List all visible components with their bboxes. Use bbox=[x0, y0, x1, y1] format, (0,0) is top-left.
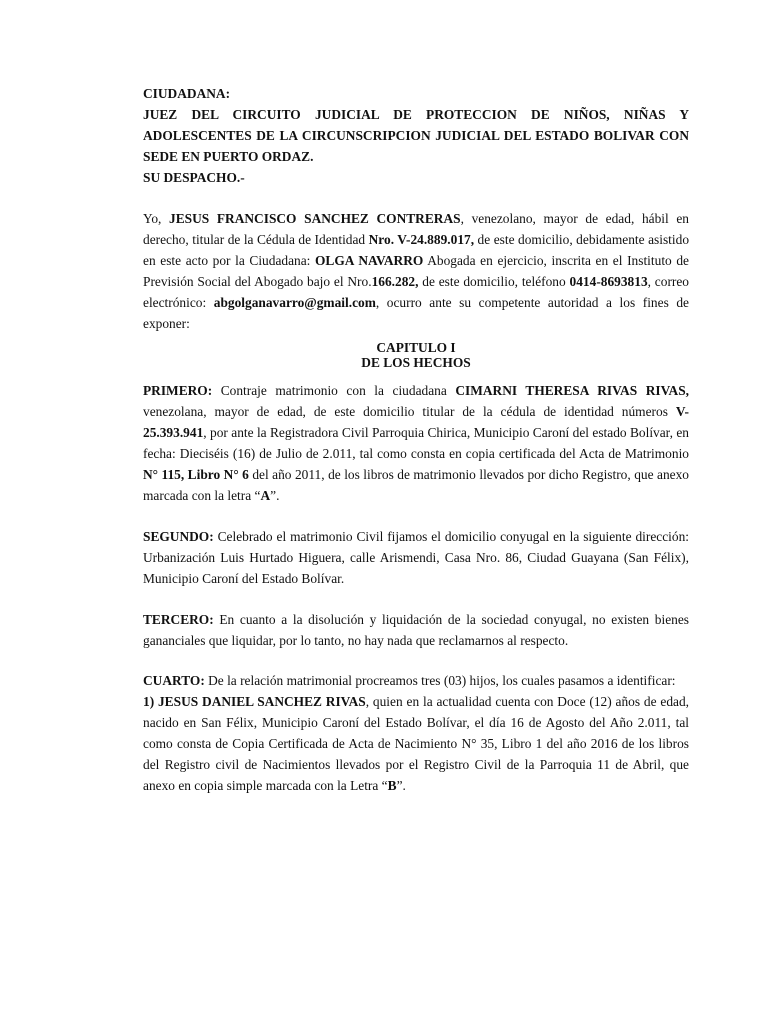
intro-text-run: 0414-8693813 bbox=[569, 273, 648, 289]
hijo1-text-run: ”. bbox=[396, 777, 406, 793]
intro-text-run: Nro. V-24.889.017, bbox=[368, 231, 475, 247]
primero-text-run: A bbox=[260, 487, 271, 503]
document-heading bbox=[143, 83, 689, 188]
su-despacho: SU DESPACHO.- bbox=[143, 170, 245, 185]
intro-text-run: OLGA NAVARRO bbox=[315, 252, 424, 268]
primero-text-run: Contraje matrimonio con la ciudadana bbox=[212, 383, 456, 399]
hijo1-text-run: B bbox=[387, 777, 397, 793]
intro-text-run: Yo, bbox=[143, 211, 170, 226]
intro-text-run: , ocurro ante su competente autoridad a los fines de exponer: bbox=[143, 294, 689, 331]
addressee-salutation: CIUDADANA: bbox=[143, 86, 231, 101]
segundo-text-run: Celebrado el matrimonio Civil fijamos el domicilio conyugal en la siguiente dirección: Urbanización Luis Hurtado Higuera, calle Arismendi, Casa Nro. 86, Ciudad Guayana (San Félix), Municipio Caroní del Estado Bolívar. bbox=[143, 528, 689, 586]
intro-text-run: , venezolano, mayor de edad, hábil en derecho, titular de la Cédula de Identidad bbox=[143, 211, 689, 247]
intro-paragraph bbox=[143, 209, 689, 334]
chapter-title: DE LOS HECHOS bbox=[361, 355, 471, 371]
primero-text-run: V- 25.393.941 bbox=[143, 404, 689, 441]
chapter-number: CAPITULO I bbox=[376, 340, 456, 356]
cuarto-text-run: CUARTO: bbox=[143, 673, 205, 689]
primero-text-run: ”. bbox=[270, 487, 280, 503]
hijo1-text-run: 1) JESUS DANIEL SANCHEZ RIVAS bbox=[143, 694, 366, 710]
primero-text-run: venezolana, mayor de edad, de este domicilio titular de la cédula de identidad números bbox=[143, 404, 676, 420]
primero-text-run: CIMARNI THERESA RIVAS RIVAS, bbox=[455, 383, 689, 399]
tercero-paragraph bbox=[143, 610, 689, 652]
primero-text-run: N° 115, Libro N° 6 bbox=[143, 467, 249, 483]
hijo1-text-run: , quien en la actualidad cuenta con Doce (12) años de edad, nacido en San Félix, Municipio Caroní del Estado Bolívar, el día 16 de Agosto del Año 2.011, tal como consta de Copia Certificada de Acta de Nacimiento N° 35, Libro 1 del año 2016 de los libros del Registro civil de Nacimientos llevados por el Registro Civil de la Parroquia 11 de Abril, que anexo en copia simple marcada con la Letra “ bbox=[143, 694, 690, 793]
tercero-text-run: TERCERO: bbox=[143, 611, 214, 627]
court-name: JUEZ DEL CIRCUITO JUDICIAL DE PROTECCION DE NIÑOS, NIÑAS Y ADOLESCENTES DE LA CIRCUNSCRIPCION JUDICIAL DEL ESTADO BOLIVAR CON SEDE EN PUERTO ORDAZ. bbox=[143, 107, 689, 164]
document-page bbox=[143, 83, 689, 797]
intro-text-run: Abogada en ejercicio, inscrita en el Instituto de Previsión Social del Abogado bajo el Nro. bbox=[143, 252, 690, 289]
tercero-text-run: En cuanto a la disolución y liquidación de la sociedad conyugal, no existen bienes gananciales que liquidar, por lo tanto, no hay nada que reclamarnos al respecto. bbox=[143, 611, 689, 648]
primero-text-run: , por ante la Registradora Civil Parroquia Chirica, Municipio Caroní del estado Bolívar, en fecha: Dieciséis (16) de Julio de 2.011, tal como consta en copia certificada del Acta de Matrimonio bbox=[143, 425, 689, 462]
intro-text-run: , correo electrónico: bbox=[143, 273, 689, 310]
primero-text-run: del año 2011, de los libros de matrimonio llevados por dicho Registro, que anexo marcada con la letra “ bbox=[143, 467, 689, 503]
segundo-text-run: SEGUNDO: bbox=[143, 528, 214, 544]
intro-text-run: 166.282, bbox=[371, 273, 419, 289]
intro-text-run: de este domicilio, debidamente asistido en este acto por la Ciudadana: bbox=[143, 231, 690, 268]
primero-text-run: PRIMERO: bbox=[143, 383, 213, 399]
cuarto-text-run: De la relación matrimonial procreamos tres (03) hijos, los cuales pasamos a identificar: bbox=[204, 673, 676, 689]
segundo-paragraph bbox=[143, 527, 689, 590]
primero-paragraph bbox=[143, 381, 689, 506]
intro-text-run: de este domicilio, teléfono bbox=[418, 273, 570, 289]
cuarto-paragraph bbox=[143, 671, 689, 692]
chapter-heading bbox=[143, 340, 689, 370]
child-1-paragraph bbox=[143, 692, 689, 797]
intro-text-run: JESUS FRANCISCO SANCHEZ CONTRERAS bbox=[169, 211, 461, 226]
intro-text-run: abgolganavarro@gmail.com bbox=[213, 294, 376, 310]
